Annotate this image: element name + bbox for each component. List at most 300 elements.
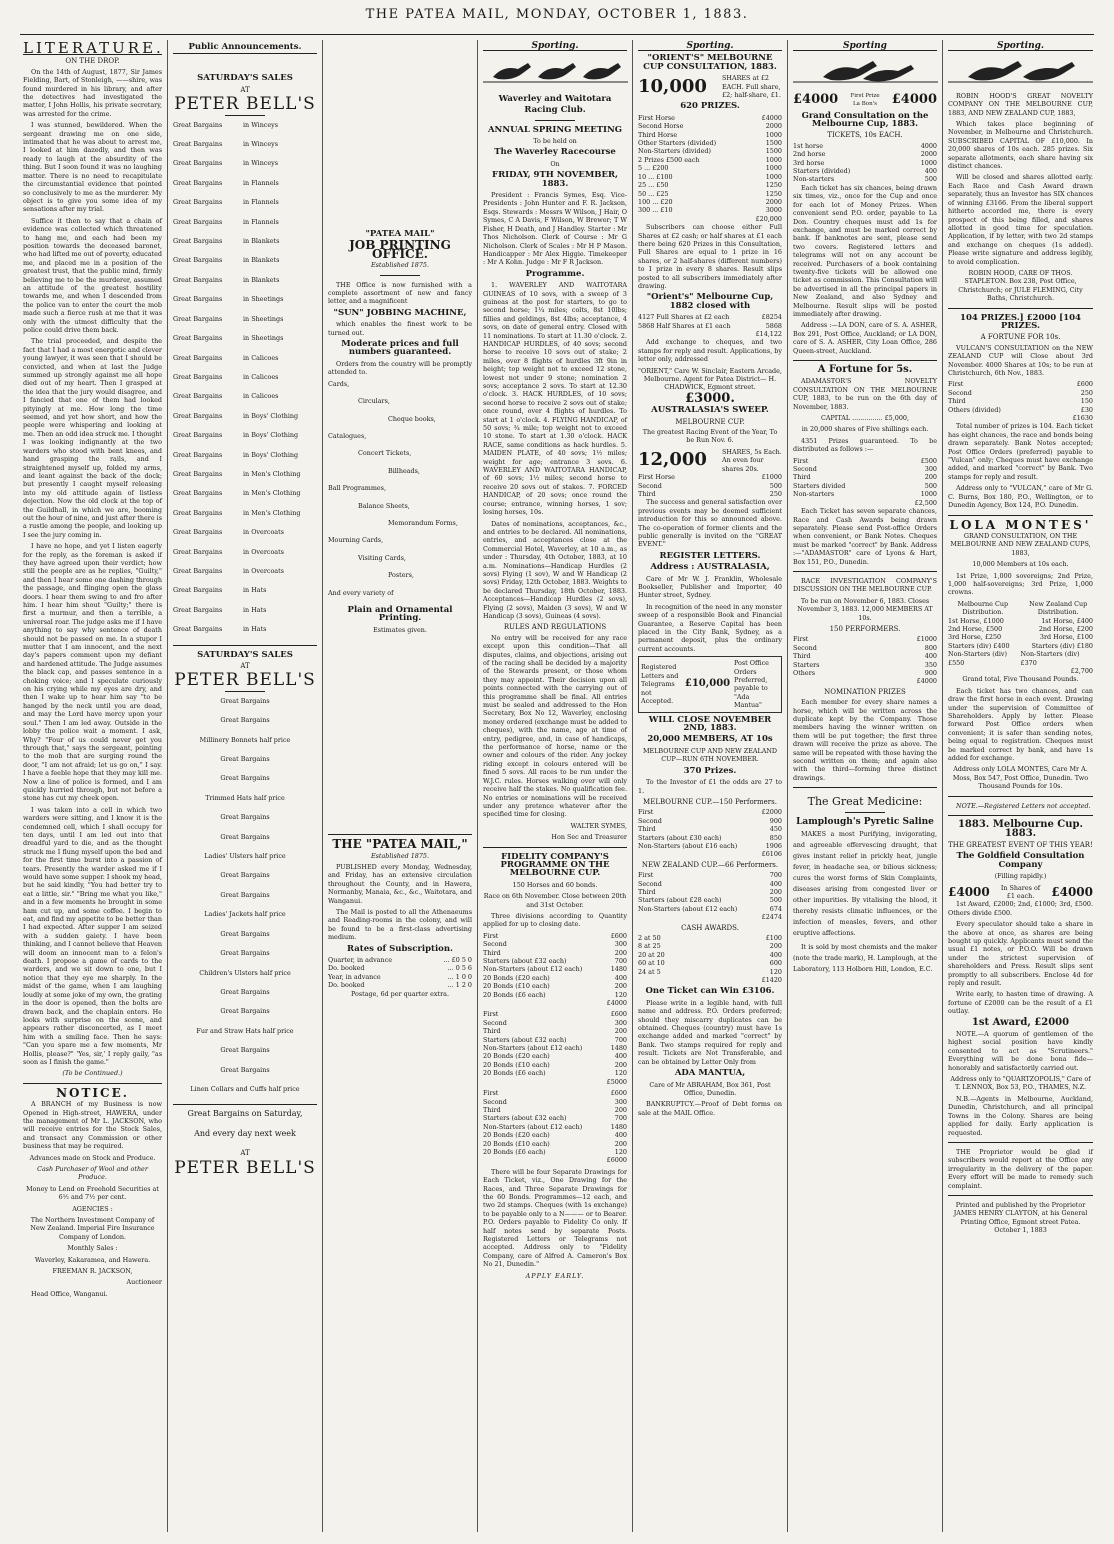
- row-value: 1500: [765, 139, 782, 148]
- row-value: 1250: [765, 189, 782, 198]
- bargain-item: [173, 315, 317, 323]
- table-row: [483, 1069, 627, 1077]
- registered-note: NOTE.—Registered Letters not accepted.: [956, 801, 1091, 810]
- table-row: [638, 164, 782, 172]
- bargain-category: in Hats: [243, 605, 267, 614]
- bargain-label: Great Bargains: [173, 275, 223, 284]
- orders-paragraph: Orders from the country will be promptly attended to.: [328, 359, 472, 377]
- row-label: Third: [638, 825, 656, 834]
- agents-note: N.B.—Agents in Melbourne, Auckland, Dunedin, Christchurch, and all principal Towns in the Colony. Shares are being applied for daily. Early application is requested.: [948, 1094, 1093, 1137]
- row-label: Third: [793, 473, 811, 482]
- page-columns: [18, 40, 1098, 1532]
- work-item: Memorandum Forms,: [388, 518, 458, 527]
- vulcan-paragraph-2: Total number of prizes is 104. Each ticket has eight chances, the race and bonds being drawn separately. Bank Notes accepted; Post Office Orders (preferred) payable to "Vulcan" only; Cheques must have exchange added, and marked "correct" by Bank. Two stamps for reply and result.: [948, 422, 1093, 481]
- table-row: [638, 896, 782, 904]
- story-paragraph: I was taken into a cell in which two warders were sitting, and I know it is the condemned cell, which I shall occupy for ten days, until I am led out into that dreadful yard to die, and as the thought struck me I flung myself upon the bed and for the first time burst into a passion of tears. Presently the warder asked me if I would have some supper. I shook my head, but he said kindly, "You had better try to eat a little, sir." "Bring me what you like," and in a few moments he brought in some ham cut up, and some coffee. I begin to eat, and find my appetite to be better than I had expected. After supper I am seized with a sudden gaiety. I have been thinking, and I cannot believe that Heaven will doom an innocent man to a felon's death. I propose a game of cards to the warders, and we sit down to one, but I notice that they eye me sharply. In the midst of the game, when I am laughing loudly at some joke of my own, the grating in the door is opened, then the bolts are drawn back, and the chaplain enters. He looks with surprise on the scene, and appears rather disconcerted, as I meet him with a smiling face. Then he says: "Can you spare me a few moments, Mr Hollis, please?" 'Yes, sir,' I reply gaily, "as soon as I finish the game.": [23, 805, 162, 1066]
- row-value: 200: [614, 1139, 627, 1148]
- row-label: Second: [483, 940, 507, 949]
- row-value: 1500: [765, 147, 782, 156]
- bargain-item: Great Bargains: [220, 832, 270, 841]
- cash-awards-heading: CASH AWARDS.: [681, 923, 739, 932]
- story-paragraph: I was stunned, bewildered. When the sergeant drawing me on one side, intimated that he was about to arrest me, I looked at him dazedly, and then was ready to laugh at the absurdity of the thing. But I soon found it was no laughing matter. There is no need to recapitulate the circumstantial evidence that pointed so conclusively to me as the murderer. My object is to give you some idea of my sensations after my trial.: [23, 121, 162, 214]
- aust-address-2: Care of Mr W. J. Franklin, Wholesale Bookseller, Publisher and Importer, 40 Hunter street, Sydney.: [638, 574, 782, 600]
- row-label: Second: [793, 643, 817, 652]
- table-row: [638, 959, 782, 967]
- table-row: [793, 635, 937, 643]
- row-value: 200: [769, 942, 782, 951]
- row-value: 500: [924, 481, 937, 490]
- rules: No entry will be received for any race except upon this condition—That all disputes, claims, and objections, arising out of the racing shall be decided by a majority of the Stewards present, or those whom they may appoint. Their decision upon all points connected with the carrying out of this programme shall be final. All entries must be sealed and addressed to the Hon Secretary, Box No 12, Waverley, enclosing money ordered (exchange must be added to cheques), with the name, age at time of entry, pedigree, and, in case of handicaps, the performance of horse, name or the owner and colours of the rider. Any jockey riding except in colours entered will be fined 5 sovs. All races to be run under the W.J.C. rules. Horses walking over will only receive half the stakes. No qualification fee. No entries or nominations will be received under any pretence whatever after the specified time for closing.: [483, 633, 627, 819]
- row-value: 120: [614, 990, 627, 999]
- bargain-label: Great Bargains: [173, 605, 223, 614]
- row-value: 300: [924, 465, 937, 474]
- cash-table: [638, 934, 782, 976]
- bargain-category: in Men's Clothing: [243, 469, 301, 478]
- bargain-category: in Boys' Clothing: [243, 411, 299, 420]
- public-announcements-heading: Public Announcements.: [173, 43, 317, 54]
- bargain-category: in Flannels: [243, 178, 279, 187]
- row-label: Do. booked: [328, 981, 365, 990]
- performers-heading: 150 PERFORMERS.: [829, 624, 901, 633]
- story-paragraph: The trial proceeded, and despite the fact that I had a most energetic and clever young lawyer, it was seen that I should be convicted, and when at last the Judge summed up strongly against me all hope died out of my heart. Then I grasped at the idea that the jury would disagree, and I fancied that one of them had looked pityingly at me. How long the time seemed, and yet how short, and how the people were whispering and looking at me. Then an odd idea struck me. I thought I was looking indignantly at the two warders who stood with bent knees, and hand grasping the rails, and I straightened myself up, folded my arms, and leant against the back of the dock; but presently I caught myself releasing into my old attitude again of listless dejection. Now the old clock at the top of the Guildhall, in which we are, booming out the hour of nine, and just after there is a rustle among the people, and looking up I see the jury coming in.: [23, 337, 162, 539]
- australasia-heading: AUSTRALASIA'S SWEEP.: [651, 405, 769, 416]
- bargain-item: [173, 567, 317, 575]
- officials: President : Francis Symes, Esq. Vice-Presidents : John Hunter and F. R. Jackson, Esqs. Stewards : Messrs W Wilson, J Hair, O Symes, C A Davis, F Wilson, W Brewer; T W Fisher, H Death, and J Handley. Starter : Mr Thos Nicholson. Clerk of Course : Mr G Nicholson. Clerk of Scales : Mr H P Mason. Handicapper : Mr Alex Higgie. Timekeeper : Mr A Kohn. Judge : Mr F R Jackson.: [483, 191, 627, 267]
- row-value: £1000: [761, 473, 782, 482]
- row-label: First: [483, 931, 499, 940]
- bargain-label: Great Bargains: [173, 372, 223, 381]
- row-label: Non-starters: [793, 490, 835, 499]
- bargain-category: in Overcoats: [243, 547, 284, 556]
- bargain-label: Great Bargains: [173, 508, 223, 517]
- sporting-heading: Sporting.: [638, 42, 782, 51]
- work-item: Billheads,: [388, 466, 420, 475]
- row-value: 500: [924, 175, 937, 184]
- guarantee-box: [638, 656, 782, 712]
- row-label: First Horse: [638, 113, 675, 122]
- goldfield-note: NOTE.—A quorum of gentlemen of the highest social position have kindly consented to act as "Scrutineers." Everything will be done bona fide—honorably and satisfactorily carried out.: [948, 1030, 1093, 1072]
- bargain-label: Great Bargains: [173, 353, 223, 362]
- agencies-body: The Northern Investment Company of New Zealand. Imperial Fire Insurance Company of London.: [30, 1216, 155, 1241]
- vulcan-total: £1630: [1072, 414, 1093, 423]
- row-label: 2nd horse: [793, 150, 826, 159]
- table-row: [793, 150, 937, 158]
- work-item: Catalogues,: [328, 431, 367, 440]
- mc-table: [638, 808, 782, 850]
- bargain-item: [173, 140, 317, 148]
- row-label: 8 at 25: [638, 942, 661, 951]
- row-value: 120: [614, 1069, 627, 1078]
- bargain-item: Millinery Bonnets half price: [199, 735, 291, 744]
- bargain-label: Great Bargains: [173, 256, 223, 265]
- row-label: 20 Bonds (£20 each): [483, 973, 550, 982]
- row-label: Starters (divided): [793, 167, 851, 176]
- meeting-date: FRIDAY, 9TH NOVEMBER, 1883.: [492, 170, 618, 189]
- saturday-sales-heading-2: SATURDAY'S SALES: [197, 649, 293, 660]
- table-row: [793, 490, 937, 498]
- row-label: Third Horse: [638, 130, 678, 139]
- sporting-heading: Sporting: [793, 42, 937, 51]
- table-row: [948, 406, 1093, 414]
- row-label: 25 ... £50: [638, 181, 669, 190]
- row-value: 1000: [920, 158, 937, 167]
- ladon-paragraph: Each ticket has six chances, being drawn six times, viz., once for the Cup and once for each lot of Money Prizes. When convenient send P.O. order, payable to La Don. Country cheques must add 1s for exchange, and must be marked correct by bank. If banknotes are sent, please send two covers. Registered letters and telegrams will not on any account be received. Purchasers of a book containing twenty-five tickets will be allowed one ticket as commission. This Consultation will be advertised in all the principal papers in New Zealand, and also Sydney and Melbourne. Result slips will be posted immediately after drawing.: [793, 183, 937, 318]
- row-value: 674: [769, 904, 782, 913]
- work-list: [328, 380, 472, 597]
- row-value: 600: [769, 959, 782, 968]
- table-row: [793, 482, 937, 490]
- bargain-category: in Sheetings: [243, 334, 284, 343]
- row-value: 1250: [765, 181, 782, 190]
- column-literature: [18, 40, 168, 1532]
- row-label: 20 Bonds (£6 each): [483, 1147, 546, 1156]
- racecourse: The Waverley Racecourse: [494, 147, 616, 158]
- row-label: Third: [483, 1105, 501, 1114]
- table-row: [638, 888, 782, 896]
- row-value: 1906: [765, 841, 782, 850]
- work-item: Cheque books,: [388, 414, 436, 423]
- nz-table: [638, 871, 782, 913]
- bargain-item: [173, 373, 317, 381]
- bargain-label: Great Bargains: [173, 431, 223, 440]
- adam-total: £2,500: [914, 498, 937, 507]
- row-value: 200: [769, 887, 782, 896]
- fortune-10s: A FORTUNE FOR 10s.: [980, 333, 1061, 342]
- row-value: ... 1 2 0: [447, 981, 472, 990]
- adam-shares: in 20,000 shares of Five shillings each.: [801, 425, 929, 434]
- work-item: Visiting Cards,: [358, 553, 406, 562]
- fidelity-total-1: £4000: [606, 999, 627, 1008]
- row-value: 4000: [920, 141, 937, 150]
- row-label: Non-starters: [793, 175, 835, 184]
- row-value: 1000: [920, 490, 937, 499]
- row-value: ... 1 0 0: [447, 972, 472, 981]
- table-row: [638, 934, 782, 942]
- table-row: [793, 669, 937, 677]
- row-label: 60 at 10: [638, 959, 665, 968]
- fidelity-table-3: [483, 1089, 627, 1156]
- row-label: 1st horse: [793, 141, 824, 150]
- row-label: Second: [638, 879, 662, 888]
- apply-early: APPLY EARLY.: [525, 1271, 585, 1280]
- bargain-item: [173, 121, 317, 129]
- fidelity-line-1: 150 Horses and 60 bonds.: [512, 880, 598, 889]
- advances-line: Advances made on Stock and Produce.: [29, 1153, 156, 1162]
- bargain-item: Great Bargains: [220, 871, 270, 880]
- bargain-category: in Flannels: [243, 217, 279, 226]
- table-row: [638, 871, 782, 879]
- bargain-category: in Blankets: [243, 237, 280, 246]
- lola-paragraph: Each ticket has two chances, and can draw the first horse in each event. Drawing under the supervision of Committee of Shareholders. Apply by letter. Please forward Post Office orders when convenient; it is safer than sending notes, being equal to registration. Cheques must be marked correct by bank, and have 1s added for exchange.: [948, 686, 1093, 763]
- table-row: [638, 206, 782, 214]
- bargain-label: Great Bargains: [173, 469, 223, 478]
- horse-race-banner-icon: [948, 55, 1093, 85]
- estimates-line: Estimates given.: [373, 625, 427, 634]
- row-value: 2nd Horse, £200: [1038, 624, 1093, 633]
- sporting-heading: Sporting.: [483, 42, 627, 51]
- row-value: Starters (div) £180: [1031, 641, 1093, 650]
- row-label: Starters (about £32 each): [483, 1114, 567, 1123]
- members-line: 20,000 MEMBERS, AT 10s: [647, 734, 773, 745]
- aust-paragraph: The greatest Racing Event of the Year, To be Run Nov. 6.: [642, 428, 778, 445]
- lola-table: [948, 617, 1093, 667]
- row-label: Starters (div) £400: [948, 641, 1010, 650]
- spring-meeting: ANNUAL SPRING MEETING: [487, 124, 623, 135]
- row-label: 300 ... £10: [638, 206, 673, 215]
- story-paragraph: Suffice it then to say that a chain of evidence was collected which threatened to hang me, and each had been my position towards the deceased baronet, who had lifted me out of poverty, educated me, and placed me in a position of the greatest trust, that the public mind, firmly believing me to be the murderer, assumed an attitude of the greatest hostility towards me, and when I descended from the police van to enter the court the mob made such a fierce rush at me that it was only with the utmost difficulty that the police could drive them back.: [23, 216, 162, 334]
- row-label: Second: [483, 1097, 507, 1106]
- row-label: Non-Starters (about £12 each): [483, 1044, 583, 1053]
- table-row: [793, 661, 937, 669]
- office-paragraph: THE Office is now furnished with a complete assortment of new and fancy letter, and a magnificent: [328, 280, 472, 306]
- table-row: [483, 1148, 627, 1156]
- table-row: [328, 973, 472, 981]
- table-row: [638, 842, 782, 850]
- imprint: Printed and published by the Proprietor JAMES HENRY CLAYTON, at his General Printing Office, Egmont street Patea. October 1, 1883: [953, 1200, 1088, 1235]
- table-row: [638, 951, 782, 959]
- row-value: £4000: [761, 113, 782, 122]
- ladon-address: Address :—LA DON, care of S. A. ASHER, Box 291, Post Office, Auckland; or LA DON, care of S. A. ASHER, City Loan Office, 286 Queen-street, Auckland.: [793, 321, 937, 355]
- row-label: Third: [638, 887, 656, 896]
- on-line: On: [550, 159, 560, 168]
- row-value: 1000: [765, 164, 782, 173]
- row-label: 20 Bonds (£20 each): [483, 1052, 550, 1061]
- table-row: [638, 968, 782, 976]
- goldfield-paragraph-2: Write early, to hasten time of drawing. A fortune of £2000 can be the result of a £1 outlay.: [948, 990, 1093, 1016]
- row-label: 20 Bonds (£6 each): [483, 1069, 546, 1078]
- melbourne-cup: MELBOURNE CUP.: [675, 417, 745, 426]
- table-row: [483, 1061, 627, 1069]
- bargain-item: Great Bargains: [220, 1007, 270, 1016]
- table-row: [638, 114, 782, 122]
- bargain-category: in Men's Clothing: [243, 489, 301, 498]
- row-value: 250: [1080, 388, 1093, 397]
- proprietor-note: THE Proprietor would be glad if subscribers would report at the Office any irregularity in the delivery of the paper. Every effort will be made to remedy such complaint.: [948, 1147, 1093, 1190]
- bargain-item: Great Bargains: [220, 716, 270, 725]
- table-row: [638, 156, 782, 164]
- robin-paragraph: Which takes place beginning of November, in Melbourne and Christchurch. SUBSCRIBED CAPITAL OF £10,000. In 20,000 shares of 10s each. 285 prizes. Six separate allotments, each share having six distinct chances.: [948, 120, 1093, 171]
- monthly-heading: Monthly Sales :: [67, 1244, 118, 1253]
- orient-closed: "Orient's" Melbourne Cup, 1882 closed with: [646, 292, 774, 311]
- table-row: [793, 652, 937, 660]
- row-label: 2 Prizes £500 each: [638, 155, 700, 164]
- race-inv-dates: To be run on November 6, 1883. Closes November 3, 1883. 12,000 MEMBERS AT 10s.: [797, 596, 933, 622]
- at-label: AT: [240, 1149, 250, 1158]
- row-label: Do. booked: [328, 964, 365, 973]
- lola-heading: LOLA MONTES': [949, 517, 1092, 532]
- bargain-category: in Boys' Clothing: [243, 431, 299, 440]
- notice-body: A BRANCH of my Business is now Opened in High-street, HAWERA, under the management of Mr L. JACKSON, who will receive entries for the Stock Sales, and transact any Commission or other business that may be required.: [23, 1100, 162, 1151]
- peter-bells-title: PETER BELL'S: [174, 94, 316, 115]
- row-label: 20 Bonds (£10 each): [483, 1060, 550, 1069]
- row-value: 850: [769, 833, 782, 842]
- table-row: [483, 1010, 627, 1018]
- fidelity-total-2: £5000: [606, 1077, 627, 1086]
- guarantee-amount: £10,000: [684, 678, 731, 690]
- bargain-item: [173, 256, 317, 264]
- closed-total: £14,122: [755, 330, 782, 338]
- vulcan-paragraph: VULCAN'S CONSULTATION on the NEW ZEALAND CUP will Close about 3rd November. 4000 Shares at 10s; to be run at Christchurch, 6th Nov., 1883.: [948, 343, 1093, 377]
- rates-heading: Rates of Subscription.: [347, 943, 453, 954]
- bargain-label: Great Bargains: [173, 392, 223, 401]
- bargain-item: [173, 451, 317, 459]
- column-public-announcements: [168, 40, 323, 1532]
- bargain-item: Great Bargains: [220, 987, 270, 996]
- row-value: 3rd Horse, £100: [1039, 633, 1093, 642]
- bargain-label: Great Bargains: [173, 217, 223, 226]
- saturday-sales-heading: SATURDAY'S SALES: [197, 73, 293, 84]
- table-row: [638, 808, 782, 816]
- table-row: [638, 473, 782, 481]
- table-row: [948, 389, 1093, 397]
- held-line: To be held on: [533, 137, 577, 146]
- row-value: 3000: [765, 206, 782, 215]
- bargain-item: [173, 334, 317, 342]
- table-row: [638, 905, 782, 913]
- goldfield-heading: The Goldfield Consultation Company: [956, 851, 1085, 870]
- table-row: [483, 1089, 627, 1097]
- work-item: Mourning Cards,: [328, 536, 384, 545]
- row-label: Starters (about £32 each): [483, 957, 567, 965]
- row-value: 350: [924, 660, 937, 669]
- row-value: 150: [1080, 397, 1093, 406]
- row-value: 700: [614, 1035, 627, 1044]
- bargain-item: [173, 392, 317, 400]
- table-row: [793, 159, 937, 167]
- row-value: 1480: [610, 1122, 627, 1131]
- row-value: 120: [614, 1147, 627, 1156]
- horse-race-banner-icon: [793, 55, 938, 85]
- bargain-category: in Blankets: [243, 275, 280, 284]
- aust-dist-table: [638, 473, 782, 498]
- peter-bells-title-3: PETER BELL'S: [174, 1157, 316, 1178]
- moderate-prices: Moderate prices and full numbers guaranteed.: [341, 339, 459, 358]
- sporting-heading: Sporting.: [948, 42, 1093, 51]
- prize-left: £4000: [793, 92, 839, 108]
- row-value: 1000: [765, 155, 782, 164]
- closing-line-1: Great Bargains on Saturday,: [187, 1109, 303, 1119]
- row-value: £500: [920, 456, 937, 465]
- table-row: [638, 942, 782, 950]
- inv-table: [793, 635, 937, 677]
- bargain-item: Great Bargains: [220, 696, 270, 705]
- row-value: 400: [614, 973, 627, 982]
- row-value: Non-Starters (div) £370: [1020, 650, 1080, 667]
- bargain-item: [173, 159, 317, 167]
- fidelity-total-3: £6000: [606, 1156, 627, 1165]
- row-value: 120: [769, 967, 782, 976]
- row-label: Third: [638, 489, 656, 498]
- work-item: Cards,: [328, 379, 350, 388]
- row-label: Non-Starters (about £16 each): [638, 841, 738, 850]
- dates: Dates of nominations, acceptances, &c., and entries to be declared. All nominations, entries, and acceptances close at the Commercial Hotel, Waverley, at 10 a.m., as under : Thursday, 4th October, 1883, at 10 a.m. Nominations—Handicap Hurdles (2 sovs) Flying (1 sov), W and W Handicap (2 sovs) Friday, 12th October, 1883. Weights to be declared Thursday, 18th October, 1883. Acceptances—Handicap Hurdles (2 sovs), Flying (2 sovs), Maiden (3 sovs), W and W Handicap (3 sovs), Guineas (4 sovs).: [483, 519, 627, 620]
- masthead-title: THE PATEA MAIL, MONDAY, OCTOBER 1, 1883.: [365, 7, 749, 22]
- table-row: [638, 173, 782, 181]
- row-label: Non-Starters (about £12 each): [483, 965, 583, 974]
- aust-paragraph-2: The success and general satisfaction over previous events may be deemed sufficient introduction for this so announced above. The co-operation of former clients and the public generally is invited on the "GREAT EVENT.": [638, 498, 782, 549]
- bargain-category: in Sheetings: [243, 295, 284, 304]
- greatest-event: THE GREATEST EVENT OF THIS YEAR!: [948, 840, 1093, 849]
- signer-role: Auctioneer: [126, 1278, 162, 1287]
- row-label: 3rd Horse, £250: [948, 633, 1002, 642]
- row-label: First: [793, 635, 809, 644]
- one-ticket: One Ticket can Win £3106.: [645, 986, 775, 997]
- lola-address: Address only LOLA MONTES, Care Mr A. Moss, Box 547, Post Office, Dunedin. Two Thousand Pounds for 10s.: [952, 765, 1089, 791]
- bargain-item: Fur and Straw Hats half price: [196, 1026, 294, 1035]
- nomination-prizes: NOMINATION PRIZES: [824, 687, 906, 696]
- row-label: 20 Bonds (£10 each): [483, 982, 550, 991]
- robin-address: ROBIN HOOD, CARE OF THOS. STAPLETON. Box 238, Post Office, Christchurch; or JULE FLEMING, City Baths, Christchurch.: [958, 268, 1083, 303]
- table-row: [638, 122, 782, 130]
- inv-paragraph: Each member for every share names a horse, which will be written across the duplicate kept by the Company. Those members having the winner written on them will be put together; the first three drawn will receive the prize as above. The same will be repeated with those having the second written on them; and again also with the third—forming three distinct drawings.: [793, 698, 937, 782]
- table-row: [483, 965, 627, 973]
- row-value: 1000: [765, 172, 782, 181]
- prizes-370: 370 Prizes.: [683, 765, 737, 776]
- plain-ornamental: Plain and Ornamental Printing.: [347, 604, 453, 624]
- story-paragraph: On the 14th of August, 1877, Sir James Fielding, Bart, of Stonleigh, ——shire, was found murdered in his library, and after the detectives had investigated the matter, I John Hollis, his private secretary, was arrested for the crime.: [23, 67, 162, 118]
- mc-performers: MELBOURNE CUP.—150 Performers.: [643, 797, 777, 806]
- table-row: [638, 834, 782, 842]
- row-label: 2 at 50: [638, 934, 661, 942]
- row-value: 2000: [765, 122, 782, 131]
- table-row: [638, 825, 782, 833]
- row-label: Second: [793, 465, 817, 474]
- bargain-category: in Hats: [243, 586, 267, 595]
- nz-performers: NEW ZEALAND CUP.—66 Performers.: [641, 860, 779, 869]
- closed-table: [638, 313, 782, 330]
- ladon-table: [793, 142, 937, 184]
- shares-big-number-2: 12,000: [638, 449, 707, 471]
- bargain-item: [173, 412, 317, 420]
- row-value: 400: [769, 950, 782, 959]
- column-sporting-waverley: [478, 40, 633, 1532]
- established-line: Established 1875.: [370, 261, 430, 270]
- table-row: [638, 131, 782, 139]
- row-value: 300: [614, 1097, 627, 1106]
- orient-paragraph-2: Add exchange to cheques, and two stamps for reply and result. Applications, by letter only, addressed: [638, 338, 782, 364]
- table-row: [638, 147, 782, 155]
- bargain-category: in Winceys: [243, 120, 279, 129]
- table-row: [483, 1114, 627, 1122]
- bargain-label: Great Bargains: [173, 586, 223, 595]
- table-row: [638, 198, 782, 206]
- bargain-item: [173, 237, 317, 245]
- goldfield-share: In Shares of £1 each.: [1000, 883, 1041, 900]
- fortune-5s: A Fortune for 5s.: [817, 364, 913, 375]
- masthead: [0, 0, 1114, 38]
- row-label: Other Starters (divided): [638, 139, 717, 148]
- register-letters: REGISTER LETTERS.: [659, 550, 761, 561]
- odds-line: To the Investor of £1 the odds are 27 to 1.: [638, 778, 782, 795]
- table-row: [638, 490, 782, 498]
- table-row: [793, 644, 937, 652]
- row-value: 200: [614, 1027, 627, 1036]
- row-label: Non-Starters (div) £550: [948, 650, 1007, 667]
- bargain-category: in Overcoats: [243, 528, 284, 537]
- work-item: Circulars,: [358, 397, 390, 406]
- row-label: Starters (about £28 each): [638, 896, 722, 905]
- row-value: 500: [769, 481, 782, 490]
- race-investigation: RACE INVESTIGATION COMPANY'S DISCUSSION ON THE MELBOURNE CUP.: [793, 576, 937, 594]
- row-label: 1st Horse, £1000: [948, 616, 1004, 625]
- aust-paragraph-3: In recognition of the need in any monster sweep of a responsible Book and Financial Guarantee, a Reserve Capital has been placed in the City Bank, Sydney, as a permanent deposit, plus the ordinary current accounts.: [638, 602, 782, 653]
- row-label: 5868 Half Shares at £1 each: [638, 321, 731, 330]
- row-value: 700: [769, 871, 782, 880]
- prizes-104: 104 PRIZES.] £2000 [104 PRIZES.: [960, 312, 1081, 331]
- row-label: Second Horse: [638, 122, 684, 131]
- bargain-item: [173, 218, 317, 226]
- row-value: 200: [614, 982, 627, 991]
